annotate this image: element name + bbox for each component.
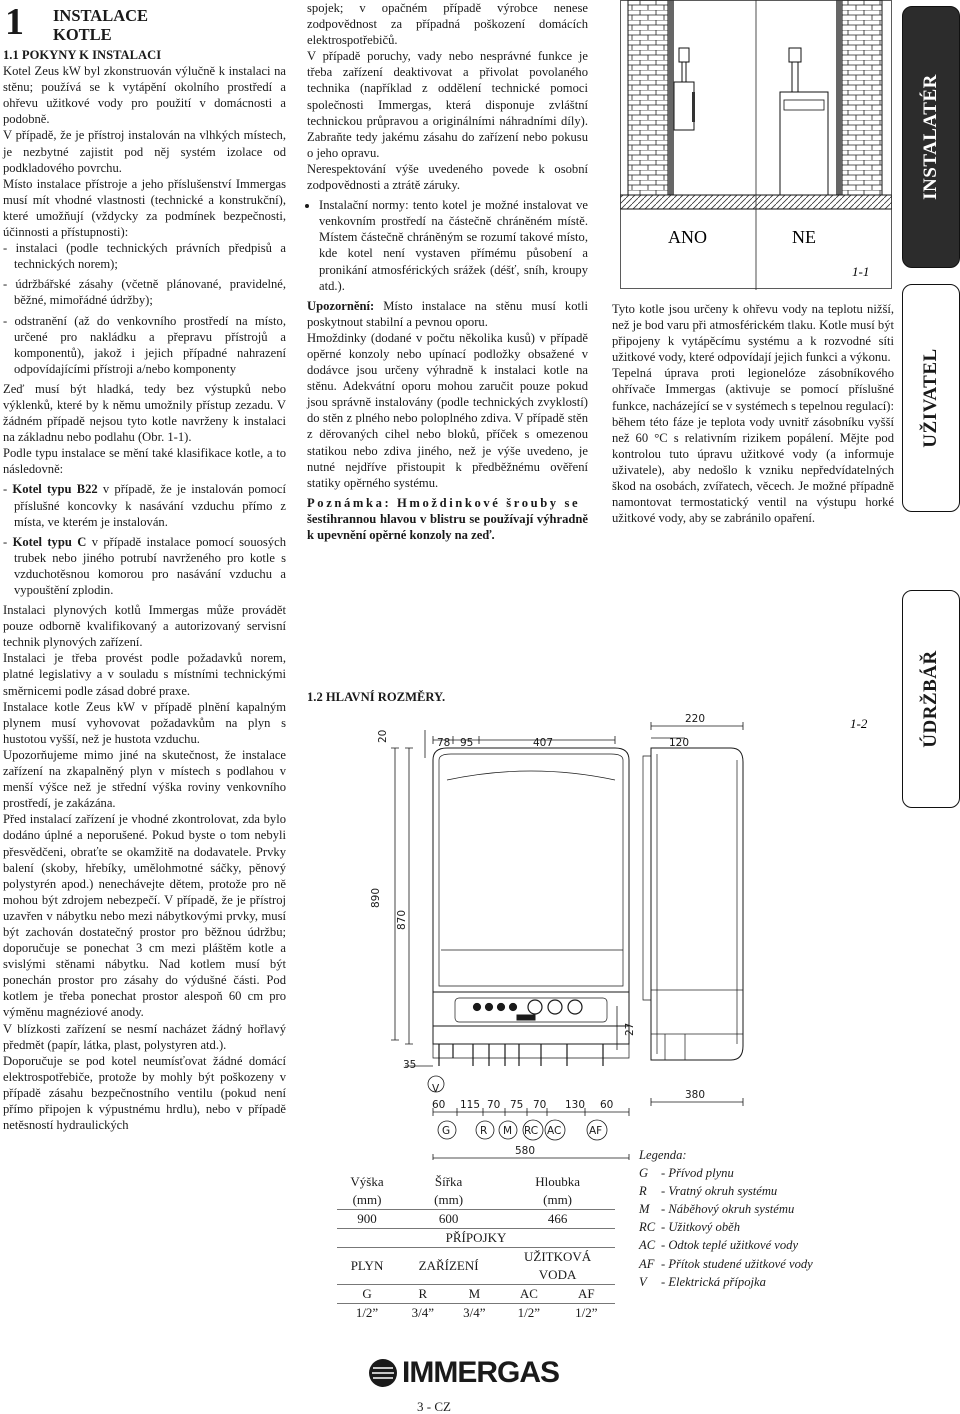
paragraph: Podle typu instalace se mění také klasifikace kotle, a to následovně:	[3, 446, 286, 477]
list-item: - odstranění (až do venkovního prostředí na místo, určené pro nakládku a přepravu přístrojů a komponentů), jakož i jejich případné nahrazení odpovídajícími přístroji a/nebo komponenty	[3, 313, 286, 376]
page-number: 3 - CZ	[417, 1399, 451, 1414]
paragraph: Zeď musí být hladká, tedy bez výstupků nebo výklenků, které by k němu umožnily přístup zezadu. V žádném případě nejsou tyto kotle navrženy k instalaci na základnu nebo podlahu (Obr. 1-1).	[3, 381, 286, 445]
boiler-floor-standing	[780, 48, 828, 195]
list-item: • Instalační normy: tento kotel je možné instalovat ve venkovním prostředí na částečně chráněném místě. Místem částečně chráněným se rozumí takové místo, kde kotel není vystaven přímému působení a pronikání atmosférických srážek (déšť, sníh, kroupy atd.).	[319, 197, 588, 294]
dim-label: 27	[624, 1022, 636, 1036]
paragraph: Před instalací zařízení je vhodné zkontrolovat, zda bylo dodáno úplné a neporušené. Pokud byste o tom nebyli přesvědčeni, obraťte se okamžitě na dodavatele. Prvky balení (skoby, hřebíky, umělohmotné sáčky, pěnový polystyrén apod.) nenechávejte dětem, protože pro ně mohou být zdrojem nebezpečí. V případě, že je přístroj uzavřen v nábytku nebo mezi nábytkovými prvky, musí být zachován dostatečný prostor pro běžnou údržbu; doporučuje se ponechat 3 cm mezi pláštěm kotle a svislými stěnami nábytku. Nad kotlem musí být ponechán prostor pro zásahy do výdušné části. Pod kotlem je třeba ponechat prostor alespoň 60 cm pro výměnu magnéziové anody.	[3, 812, 286, 1020]
table-cell: 900	[337, 1210, 397, 1229]
boiler-wall-mounted	[674, 48, 695, 130]
dim-label: 115	[460, 1099, 481, 1111]
dim-label: 870	[396, 909, 408, 930]
dim-label: 60	[432, 1099, 446, 1111]
table-header: PLYN	[337, 1248, 397, 1285]
figure-caption: 1-1	[852, 264, 870, 279]
column-3	[612, 301, 894, 526]
table-header: Šířka	[434, 1174, 463, 1189]
dim-label: 220	[685, 713, 706, 725]
list-item: - údržbářské zásahy (včetně plánované, pravidelné, běžné, mimořádné údržby);	[3, 277, 286, 308]
dim-label: 380	[685, 1089, 706, 1101]
chapter-title-line1: INSTALACE	[53, 6, 149, 25]
dim-label: 580	[515, 1145, 536, 1157]
legend-item: AF - Přítok studené užitkové vody	[639, 1256, 813, 1271]
svg-text:M: M	[503, 1125, 513, 1137]
label-no: NE	[792, 227, 816, 247]
paragraph: Tyto kotle jsou určeny k ohřevu vody na teplotu nižší, než je bod varu při atmosférickém tlaku. Kotle musí být připojeny k vytápěcímu systému a k rozvodné síti užitkové vody, které odpovídají jejich funkci a výkonu.	[612, 302, 894, 365]
legend-item: AC - Odtok teplé užitkové vody	[639, 1238, 799, 1253]
boiler-type-b22: Kotel typu B22	[12, 482, 98, 497]
brand-logo	[368, 1356, 559, 1390]
paragraph: Instalaci je třeba provést podle požadavků norem, platné legislativy a v souladu s místními technickými směrnicemi podle zásad dobré praxe.	[3, 651, 286, 698]
section-tabs	[902, 0, 960, 1000]
chapter-number: 1	[5, 1, 24, 43]
svg-text:AC: AC	[547, 1125, 562, 1137]
tab-user[interactable]: UŽIVATEL	[902, 284, 960, 512]
dim-label: 75	[510, 1099, 524, 1111]
wall-right	[842, 0, 882, 195]
list-item: - Kotel typu C v případě instalace pomocí souosých trubek nebo jiného potrubí navrženého pro kotle s vzduchotěsnou komorou pro nasávání vzduchu a vypouštění zplodin.	[3, 534, 286, 597]
paragraph: Instalaci plynových kotlů Immergas může provádět pouze odborně kvalifikovaný a autorizovaný servisní technik plynových zařízení.	[3, 603, 286, 650]
paragraph: Hmoždinky (dodané v počtu několika kusů) v případě opěrné konzoly nebo upínací podložky obsažené v dodávce jsou určeny výhradně k instalaci kotle na stěnu. Adekvátní oporu mohou zaručit pouze pokud jsou správně instalovány (podle technických zvyklostí) do stěn z plného nebo poloplného zdiva. V případě stěn z děrovaných cihel nebo bloků, příček s omezenou statikou nebo zdiva jiného, než je výše uvedeno, je nutné nejdříve přistoupit k předběžnému ověření statiky opěrného systému.	[307, 330, 588, 490]
paragraph: V případě poruchy, vady nebo nesprávné funkce je třeba zařízení deaktivovat a přivolat povolaného technika (například z oddělení technické pomoci společnosti Immergas, která disponuje zvláštní technickou průpravou a originálními náhradními díly). Zabraňte tedy jakému zásahu do zařízení nebo pokusu o jeho opravu.	[307, 49, 588, 160]
table-cell: 466	[500, 1210, 615, 1229]
connection-label-v: V	[432, 1083, 440, 1095]
list-item: - Kotel typu B22 v případě, že je instalován pomocí příslušné koncovky k nasávání vzduchu přímo z místa, ve kterém je instalován.	[3, 482, 286, 529]
dim-label: 70	[487, 1099, 501, 1111]
paragraph: Místo instalace přístroje a jeho příslušenství Immergas musí mít vhodné vlastnosti (technické a konstrukční), které umožňují (vždycky za podmínek bezpečnosti, účinnosti a přístupnosti):	[3, 176, 286, 240]
legend-title: Legenda:	[639, 1148, 687, 1162]
svg-text:RC: RC	[524, 1125, 539, 1137]
tab-installer[interactable]: INSTALATÉR	[902, 6, 960, 268]
dim-label: 130	[565, 1099, 586, 1111]
dim-label: 78	[437, 737, 451, 749]
column-1	[3, 0, 286, 1133]
paragraph: V případě, že je přístroj instalován na vlhkých místech, je nezbytné zajistit pod něj systém izolace od podkladového povrchu.	[3, 128, 286, 175]
paragraph: Kotel Zeus kW byl zkonstruován výlučně k instalaci na stěnu; používá se k vytápění okolního prostředí a ohřevu užitkové vody pro použití v domácnosti a podobně.	[3, 64, 286, 127]
boiler-front-view	[433, 748, 629, 1066]
dimensions-drawing	[355, 700, 895, 1160]
section-heading-1-2: 1.2 HLAVNÍ ROZMĚRY.	[307, 690, 446, 704]
dim-label: 60	[600, 1099, 614, 1111]
chapter-title	[53, 4, 148, 44]
table-header: UŽITKOVÁ VODA	[500, 1248, 615, 1285]
note-paragraph: Poznámka: Hmoždinkové šrouby se šestihrannou hlavou v blistru se používají výhradně k upevnění opěrné konzoly na zeď.	[307, 495, 588, 542]
dim-label: 35	[403, 1059, 417, 1071]
legend	[639, 1146, 813, 1291]
legend-item: R - Vratný okruh systému	[639, 1184, 778, 1199]
table-cell: 600	[397, 1210, 500, 1229]
figure-caption: 1-2	[850, 716, 868, 731]
boiler-type-list	[3, 481, 286, 598]
legend-item: M - Náběhový okruh systému	[639, 1202, 795, 1217]
paragraph: Doporučuje se pod kotel neumísťovat žádné domácí elektrospotřebiče, protože by mohly být poškozeny v případě zásahu bezpečnostního ventilu (pokud není přímo připojen k výpustnému hrdlu), nebo v případě netěsností hydraulických	[3, 1053, 286, 1133]
dim-label: 70	[533, 1099, 547, 1111]
paragraph: Upozorňujeme mimo jiné na skutečnost, že instalace zařízení na zkapalněný plyn v místech s podlahou v menší výšce než je střední výška roviny venkovního prostředí, je zakázána.	[3, 747, 286, 811]
paragraph: Tepelná úprava proti legionelóze zásobníkového ohřívače Immergas (aktivuje se pomocí příslušné funkce, nacházející se v systémech s tepelnou regulací): během této fáze je teplota vody uvnitř zásobníku vyšší než 60 °C s relativním rizikem popálení. Mějte pod kontrolou tuto úpravu užitkové vody (a informuje uživatele), aby nedošlo k vzniku nepředvídatelných škod na osobách, zvířatech, věcech. Je možné případně namontovat termostatický ventil na výstupu horké užitkové vody, aby se zabránilo opaření.	[612, 366, 894, 526]
legend-item: V - Elektrická přípojka	[639, 1274, 766, 1289]
chapter-title-line2: KOTLE	[53, 25, 112, 44]
requirements-list	[3, 240, 286, 377]
tab-maintenance[interactable]: ÚDRŽBÁŘ	[902, 590, 960, 808]
warning-label: Upozornění:	[307, 298, 375, 313]
legend-item: G - Přívod plynu	[639, 1166, 734, 1181]
legend-item: RC - Užitkový oběh	[639, 1220, 741, 1235]
svg-text:G: G	[442, 1125, 451, 1137]
table-header: ZAŘÍZENÍ	[397, 1248, 500, 1285]
section-heading-1-1: 1.1 POKYNY K INSTALACI	[3, 48, 162, 62]
note-title: Poznámka: Hmoždinkové šrouby se	[307, 495, 581, 510]
dim-label: 120	[669, 737, 690, 749]
label-yes: ANO	[668, 227, 707, 247]
boiler-side-view	[643, 748, 743, 1060]
paragraph: V blízkosti zařízení se nesmí nacházet žádný hořlavý předmět (papír, látka, plast, polystyren atd.).	[3, 1021, 286, 1052]
dim-label: 407	[533, 737, 554, 749]
boiler-type-c: Kotel typu C	[12, 534, 87, 549]
svg-text:R: R	[480, 1125, 488, 1137]
brand-name: IMMERGAS	[402, 1356, 559, 1389]
column-2	[307, 0, 588, 543]
svg-text:AF: AF	[589, 1125, 603, 1137]
warning-paragraph: Upozornění: Místo instalace na stěnu musí kotli poskytnout stabilní a pevnou oporu.	[307, 298, 588, 329]
table-header: PŘÍPOJKY	[337, 1229, 615, 1248]
table-header: Hloubka	[535, 1174, 580, 1189]
dim-label: 890	[370, 887, 382, 908]
paragraph: Instalace kotle Zeus kW v případě plnění kapalným plynem musí vyhovovat požadavkům na plyn s hustotou vyšší, než je hustota vzduchu.	[3, 699, 286, 746]
connection-labels	[438, 1120, 607, 1140]
norms-list	[307, 197, 588, 294]
wall-left	[628, 0, 668, 195]
installation-figure	[620, 0, 892, 290]
list-item: - instalaci (podle technických právních předpisů a technických norem);	[3, 241, 286, 272]
paragraph: Nerespektování výše uvedeného povede k osobní zodpovědnosti a ztrátě záruky.	[307, 161, 588, 193]
dimensions-table: Výška Šířka Hloubka (mm) (mm) (mm) 900 600 466 PŘÍPOJKY PLYN ZAŘÍZENÍ UŽITKOVÁ VODA G R M AC AF 1/2” 3/4” 3/4” 1/2” 1/2”	[337, 1173, 615, 1322]
paragraph: spojek; v opačném případě výrobce nenese zodpovědnost za případná poškození domácích elektrospotřebičů.	[307, 1, 588, 48]
dim-label: 20	[377, 729, 389, 743]
table-header: Výška	[350, 1174, 384, 1189]
dim-label: 95	[460, 737, 474, 749]
immergas-logo-icon	[368, 1358, 398, 1388]
chapter-heading	[3, 1, 286, 44]
